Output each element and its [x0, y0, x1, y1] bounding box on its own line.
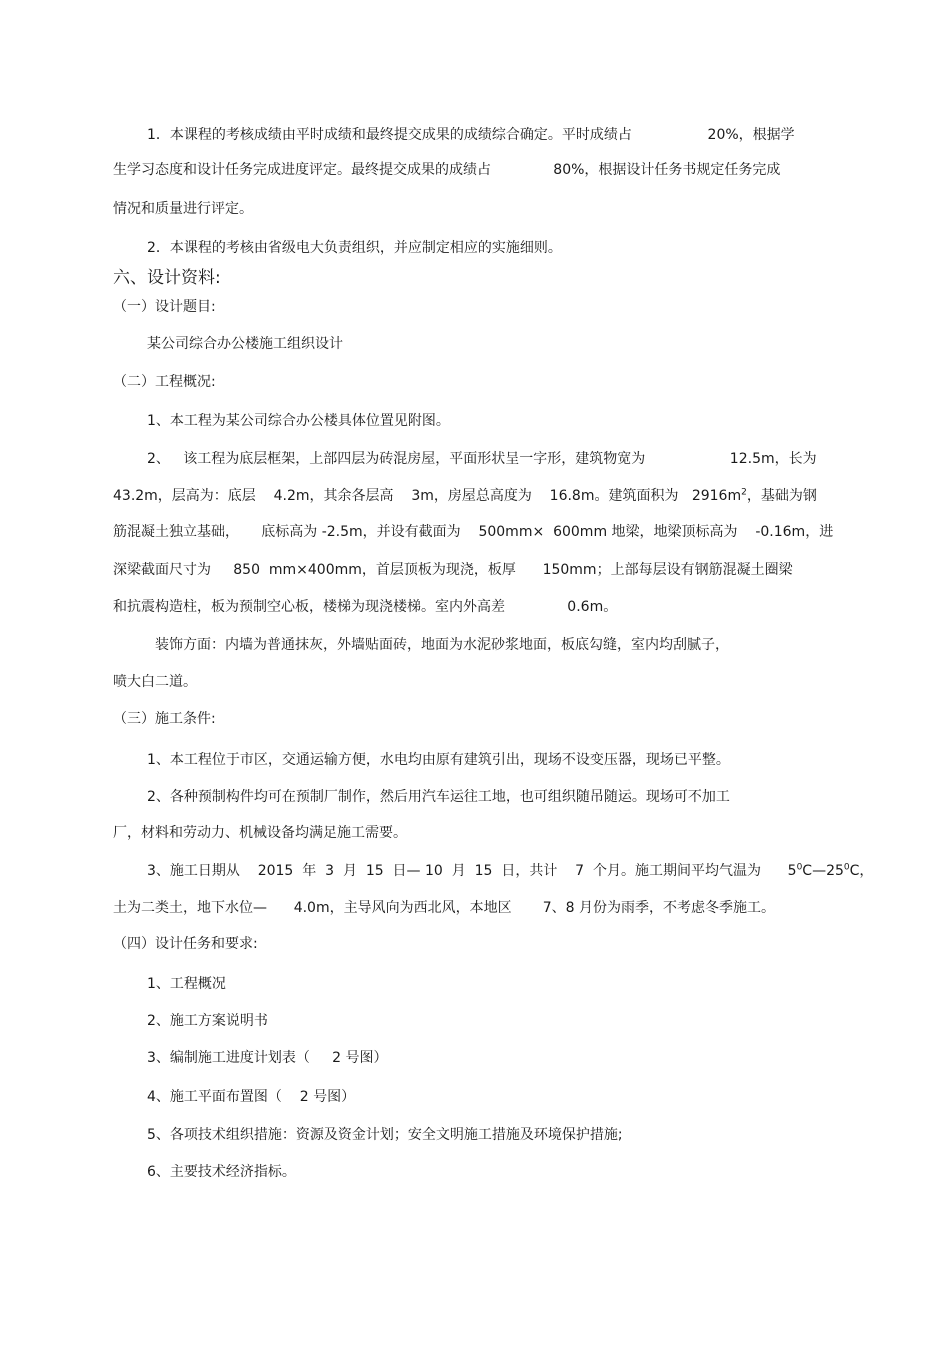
- text-line: [113, 161, 780, 179]
- text-line: [113, 200, 253, 218]
- line-text: 厂，材料和劳动力、机械设备均满足施工需要。: [113, 825, 407, 841]
- text-line: [147, 239, 562, 257]
- line-text: 1．本课程的考核成绩由平时成绩和最终提交成果的成绩综合确定。平时成绩占 20%，根据学: [147, 127, 795, 143]
- line-text: （三）施工条件:: [113, 711, 216, 727]
- text-line: [147, 1049, 388, 1067]
- line-text: 2．本课程的考核由省级电大负责组织，并应制定相应的实施细则。: [147, 240, 562, 256]
- line-text: 43.2m，层高为：底层 4.2m，其余各层高 3m，房屋总高度为 16.8m。建筑面积为 2916m: [113, 488, 742, 504]
- text-line: [113, 673, 197, 691]
- line-text: 深梁截面尺寸为 850 mm×400mm，首层顶板为现浇，板厚 150mm；上部每层设有钢筋混凝土圈梁: [113, 562, 793, 578]
- text-line: [147, 788, 730, 806]
- superscript: 0: [796, 862, 803, 873]
- line-text: 六、设计资料:: [113, 268, 221, 288]
- superscript: 2: [741, 487, 747, 498]
- text-line: [147, 1012, 268, 1030]
- text-line: [147, 412, 450, 430]
- text-line: [113, 710, 216, 728]
- section-heading: [113, 268, 221, 288]
- line-text: 4、施工平面布置图（ 2 号图）: [147, 1089, 356, 1105]
- line-text: 生学习态度和设计任务完成进度评定。最终提交成果的成绩占 80%，根据设计任务书规定任务完成: [113, 162, 781, 178]
- line-text: 情况和质量进行评定。: [113, 201, 253, 217]
- text-line: [113, 298, 216, 316]
- line-text: 筋混凝土独立基础， 底标高为 -2.5m，并设有截面为 500mm× 600mm 地梁，地梁顶标高为 -0.16m，进: [113, 524, 834, 540]
- line-text: 装饰方面：内墙为普通抹灰，外墙贴面砖，地面为水泥砂浆地面，板底勾缝，室内均刮腻子，: [155, 637, 729, 653]
- text-line: [147, 751, 730, 769]
- text-line: [113, 561, 793, 579]
- text-line: [147, 126, 795, 144]
- line-text: 喷大白二道。: [113, 674, 197, 690]
- text-line: [113, 487, 817, 505]
- text-line: [155, 636, 729, 654]
- line-text: 某公司综合办公楼施工组织设计: [147, 336, 343, 352]
- line-text-tail: C—25: [802, 863, 844, 879]
- line-text: 3、编制施工进度计划表（ 2 号图）: [147, 1050, 388, 1066]
- text-line: [147, 975, 226, 993]
- text-line: [147, 335, 343, 353]
- text-line: [113, 935, 258, 953]
- line-text: （一）设计题目:: [113, 299, 216, 315]
- line-text: 3、施工日期从 2015 年 3 月 15 日— 10 月 15 日，共计 7 个月。施工期间平均气温为 5: [147, 863, 797, 879]
- line-text: 和抗震构造柱，板为预制空心板，楼梯为现浇楼梯。室内外高差 0.6m。: [113, 599, 618, 615]
- text-line: [113, 523, 833, 541]
- line-text: 5、各项技术组织措施：资源及资金计划；安全文明施工措施及环境保护措施;: [147, 1127, 623, 1143]
- line-text: 6、主要技术经济指标。: [147, 1164, 296, 1180]
- line-text-tail: ，基础为钢: [746, 488, 817, 504]
- text-line: [147, 1088, 355, 1106]
- text-line: [113, 598, 617, 616]
- line-text: （四）设计任务和要求:: [113, 936, 258, 952]
- text-line: [113, 373, 216, 391]
- line-text: （二）工程概况:: [113, 374, 216, 390]
- line-text: 土为二类土，地下水位— 4.0m，主导风向为西北风，本地区 7、8 月份为雨季，不考虑冬季施工。: [113, 900, 776, 916]
- text-line: [147, 1126, 623, 1144]
- superscript: 0: [843, 862, 850, 873]
- line-text: 2、各种预制构件均可在预制厂制作，然后用汽车运往工地，也可组织随吊随运。现场可不加工: [147, 789, 730, 805]
- line-text: 1、本工程为某公司综合办公楼具体位置见附图。: [147, 413, 450, 429]
- line-text: 2、施工方案说明书: [147, 1013, 268, 1029]
- line-text-tail: C，: [849, 863, 874, 879]
- text-line: [147, 450, 817, 468]
- text-line: [147, 862, 873, 880]
- text-line: [147, 1163, 296, 1181]
- text-line: [113, 899, 775, 917]
- line-text: 1、本工程位于市区，交通运输方便，水电均由原有建筑引出，现场不设变压器，现场已平整。: [147, 752, 730, 768]
- line-text: 1、工程概况: [147, 976, 226, 992]
- text-line: [113, 824, 407, 842]
- line-text: 2、 该工程为底层框架，上部四层为砖混房屋，平面形状呈一字形，建筑物宽为 12.5m，长为: [147, 451, 817, 467]
